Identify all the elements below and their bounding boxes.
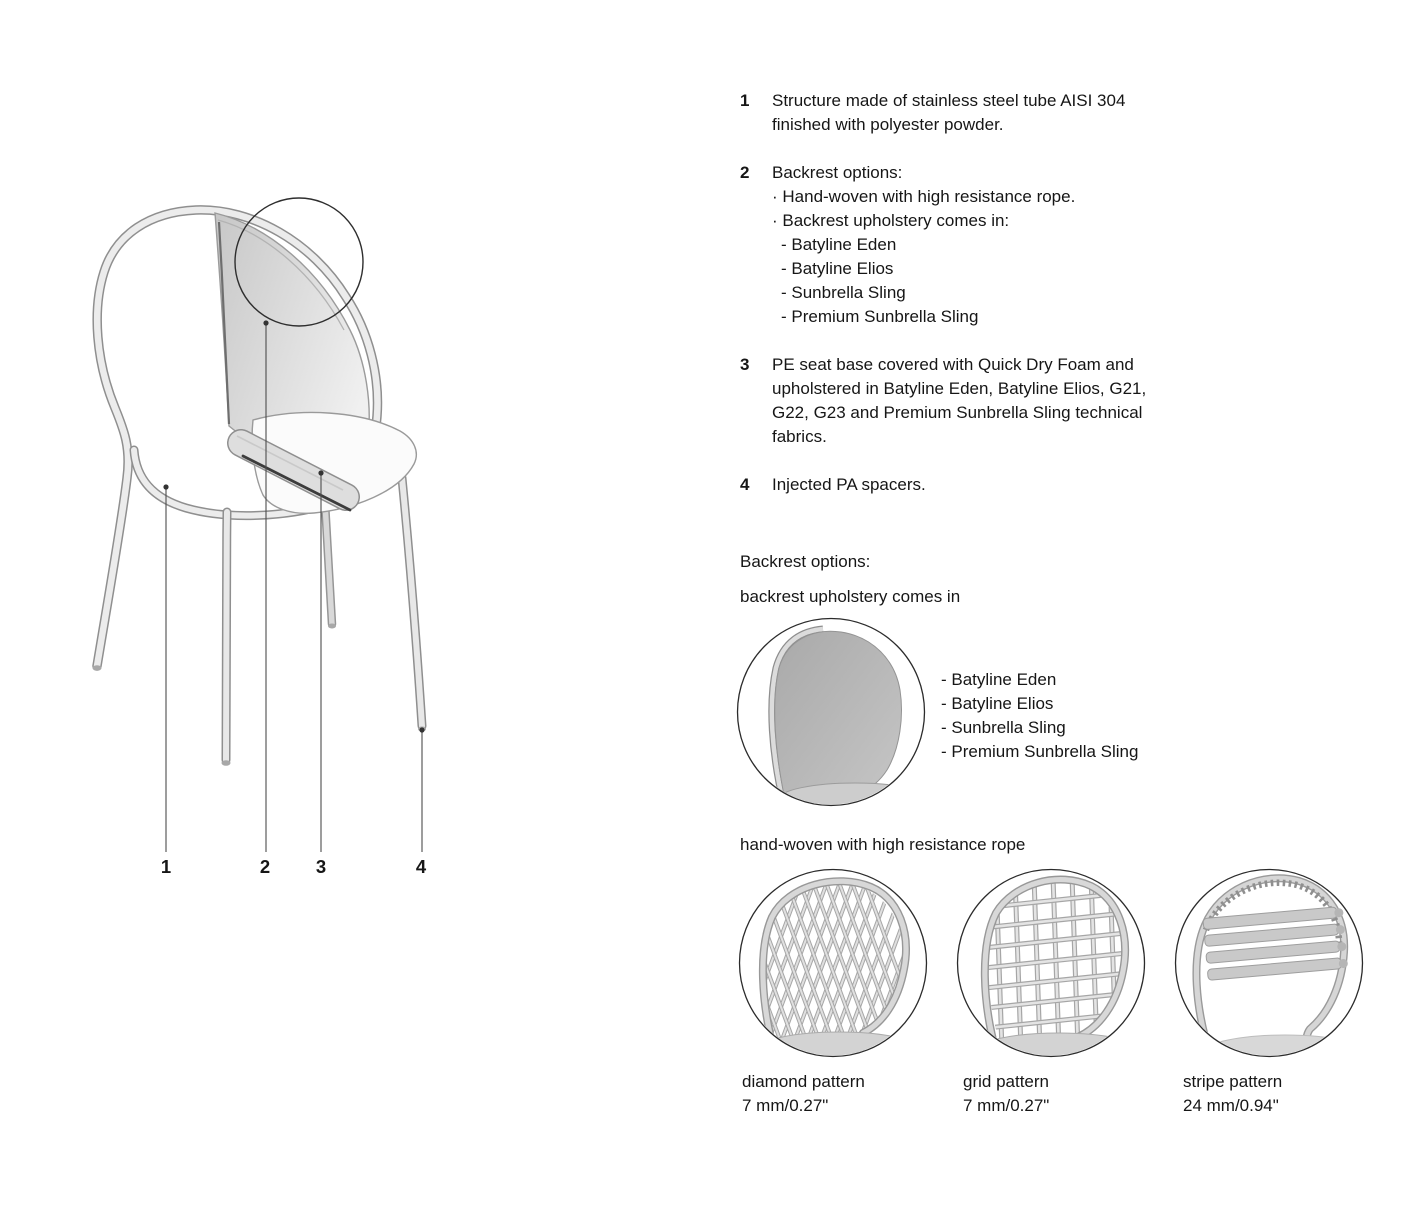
spec-text-line: fabrics. [772,427,827,446]
chair-illustration [0,0,660,920]
handwoven-subheading: hand-woven with high resistance rope [740,835,1026,854]
spec-text-line: G22, G23 and Premium Sunbrella Sling technical [772,403,1143,422]
spec-text-line: · Hand-woven with high resistance rope. [772,187,1076,206]
spec-text-line: - Sunbrella Sling [781,283,906,302]
fabric-option: - Premium Sunbrella Sling [941,742,1139,761]
callout-number-2: 2 [259,856,271,877]
callout-number-3: 3 [315,856,327,877]
pattern-name: diamond pattern [742,1072,865,1091]
diamond-pattern-label [742,1070,865,1118]
spec-text-line: upholstered in Batyline Eden, Batyline Elios, G21, [772,379,1147,398]
upholstery-subheading: backrest upholstery comes in [740,587,961,606]
callout-number-4: 4 [415,856,427,877]
spec-item-number: 2 [740,163,750,182]
pattern-size: 7 mm/0.27" [963,1096,1050,1115]
pattern-name: grid pattern [963,1072,1049,1091]
pattern-size: 24 mm/0.94" [1183,1096,1279,1115]
grid-pattern-label [963,1070,1049,1118]
front-right-leg [402,478,426,732]
spec-text-line: - Batyline Eden [781,235,897,254]
callout-number-1: 1 [160,856,172,877]
grid-pattern-circle [956,868,1146,1058]
upholstery-fabrics-list [941,668,1138,764]
upholstery-detail-circle [736,617,926,807]
spec-item-1 [740,89,1220,137]
spec-text-line: Backrest options: [772,163,903,182]
spec-text-line: - Premium Sunbrella Sling [781,307,979,326]
fabric-option: - Batyline Elios [941,694,1054,713]
spec-item-4 [740,473,1220,497]
spec-text-line: PE seat base covered with Quick Dry Foam and [772,355,1134,374]
spec-item-number: 3 [740,355,750,374]
spec-item-2 [740,161,1220,329]
spec-list [740,89,1220,497]
spec-text-line: Structure made of stainless steel tube AISI 304 [772,91,1126,110]
spec-item-number: 4 [740,475,750,494]
pattern-name: stripe pattern [1183,1072,1283,1091]
fabric-option: - Sunbrella Sling [941,718,1066,737]
fabric-option: - Batyline Eden [941,670,1057,689]
spec-text-line: - Batyline Elios [781,259,894,278]
backrest-options-heading: Backrest options: [740,552,871,571]
spec-text-line: Injected PA spacers. [772,475,926,494]
diamond-pattern-circle [738,868,928,1058]
spec-text-line: finished with polyester powder. [772,115,1004,134]
spec-item-3 [740,353,1220,449]
stripe-pattern-circle [1174,868,1364,1058]
spec-text-line: · Backrest upholstery comes in: [772,211,1010,230]
spec-item-number: 1 [740,91,750,110]
stripe-pattern-label [1183,1070,1282,1118]
pattern-size: 7 mm/0.27" [742,1096,829,1115]
